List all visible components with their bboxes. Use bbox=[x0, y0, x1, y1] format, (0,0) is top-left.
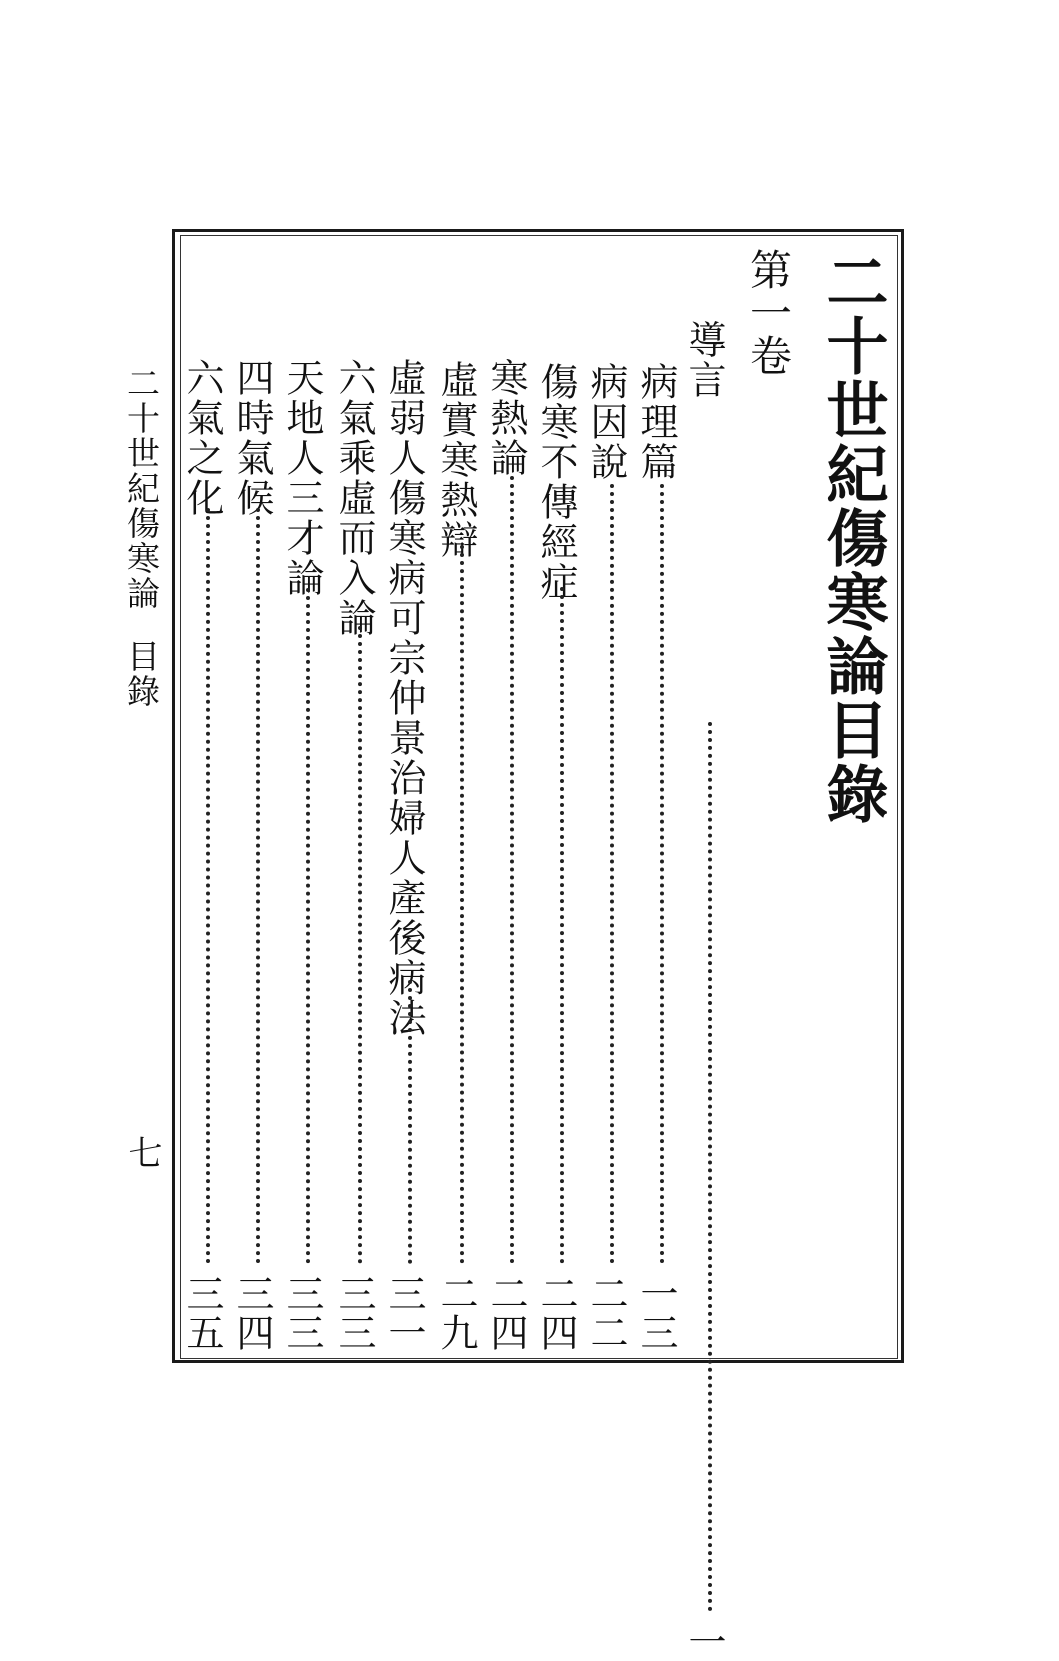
dot-leader bbox=[206, 508, 210, 1264]
running-head-section: 目錄 bbox=[122, 639, 161, 709]
toc-entry-page: 三五 bbox=[180, 1274, 224, 1352]
toc-entry-title: 天地人三才論 bbox=[280, 358, 324, 598]
dot-leader bbox=[708, 722, 712, 1612]
toc-entry-title: 虛弱人傷寒病可宗仲景治婦人產後病法 bbox=[382, 358, 426, 1038]
dot-leader bbox=[610, 484, 614, 1264]
page-title: 二十世紀傷寒論目錄 bbox=[816, 250, 889, 826]
toc-entry-page: 三三 bbox=[280, 1274, 324, 1352]
dot-leader bbox=[660, 484, 664, 1264]
toc-entry-title: 導言 bbox=[682, 320, 726, 400]
toc-entry-page: 三一 bbox=[382, 1274, 426, 1352]
page-number: 七 bbox=[122, 1135, 162, 1169]
dot-leader bbox=[408, 980, 412, 1264]
toc-entry-page: 二二 bbox=[584, 1274, 628, 1352]
toc-entry-title: 病因說 bbox=[584, 362, 628, 482]
dot-leader bbox=[510, 476, 514, 1264]
dot-leader bbox=[560, 587, 564, 1264]
toc-entry-title: 六氣乘虛而入論 bbox=[332, 358, 376, 638]
toc-entry-page: 三四 bbox=[230, 1274, 274, 1352]
toc-entry-title: 六氣之化 bbox=[180, 358, 224, 518]
toc-entry-page: 二四 bbox=[484, 1274, 528, 1352]
toc-entry-page: 二四 bbox=[534, 1274, 578, 1352]
toc-entry-title: 病理篇 bbox=[634, 362, 678, 482]
running-head bbox=[118, 366, 165, 709]
volume-label: 第一卷 bbox=[744, 248, 793, 377]
toc-entry-title: 寒熱論 bbox=[484, 358, 528, 478]
toc-entry-page: 二九 bbox=[434, 1274, 478, 1352]
toc-entry-title: 四時氣候 bbox=[230, 358, 274, 518]
running-head-book: 二十世紀傷寒論 bbox=[122, 366, 161, 611]
dot-leader bbox=[358, 626, 362, 1264]
dot-leader bbox=[460, 545, 464, 1264]
dot-leader bbox=[306, 588, 310, 1264]
dot-leader bbox=[256, 508, 260, 1264]
toc-entry-page: 三三 bbox=[332, 1274, 376, 1352]
toc-entry-page: 一 bbox=[682, 1622, 726, 1661]
toc-entry-title: 虛實寒熱辯 bbox=[434, 360, 478, 560]
toc-entry-title: 傷寒不傳經症 bbox=[534, 362, 578, 602]
toc-entry-page: 一三 bbox=[634, 1274, 678, 1352]
